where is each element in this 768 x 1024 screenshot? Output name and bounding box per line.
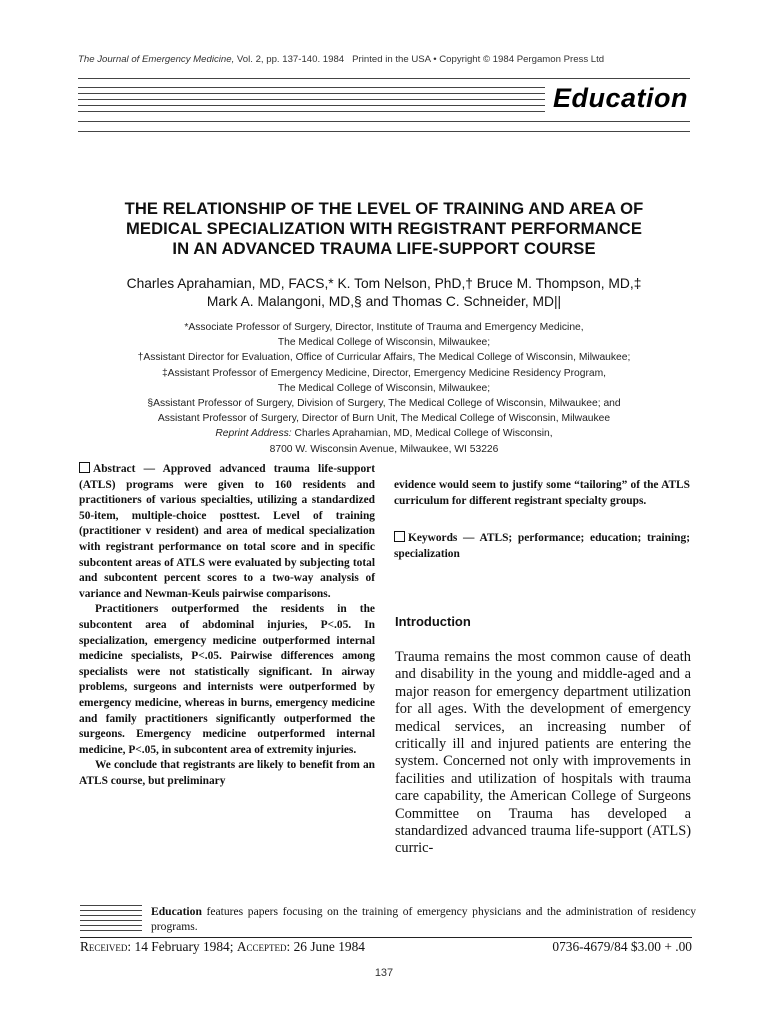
reprint-line: [60, 426, 708, 441]
affiliation-line: ‡Assistant Professor of Emergency Medicine, Director, Emergency Medicine Residency Program,: [161, 367, 607, 379]
accepted-label: Accepted:: [236, 939, 291, 954]
section-banner: [78, 74, 690, 136]
print-copyright: Printed in the USA • Copyright © 1984 Pergamon Press Ltd: [352, 54, 605, 65]
introduction-paragraph: Trauma remains the most common cause of death and disability in the young and middle-aged and a major reason for emergency department utilization for all ages. With the development of emergency medical services, an increasing number of critically ill and injured patients are entering the system. Concerned not only with improvements in facilities and utilization of hospitals with trauma care capability, the American College of Surgeons Committee on Trauma has developed a standardized advanced trauma life-support (ATLS) curric-: [395, 649, 691, 857]
section-heading: Introduction: [395, 614, 471, 629]
reprint-address: Charles Aprahamian, MD, Medical College of Wisconsin,: [294, 428, 553, 440]
article-title: [70, 199, 698, 259]
received-label: Received:: [80, 939, 132, 954]
author-line: Charles Aprahamian, MD, FACS,* K. Tom Nelson, PhD,† Bruce M. Thompson, MD,‡: [126, 276, 642, 291]
banner-rule: [78, 78, 690, 79]
introduction-text: [395, 649, 691, 858]
received-rule: [80, 937, 692, 938]
abstract-paragraph: [79, 462, 375, 602]
footnote-rule: [80, 920, 142, 921]
footnote-rule: [80, 910, 142, 911]
affiliation-line: †Assistant Director for Evaluation, Office of Curricular Affairs, The Medical College of Wisconsin, Milwaukee;: [137, 352, 631, 364]
banner-rule: [78, 131, 690, 132]
footnote-rule: [80, 905, 142, 906]
reprint-address-line: 8700 W. Wisconsin Avenue, Milwaukee, WI 53226: [269, 443, 499, 455]
author-list: [60, 275, 708, 311]
received-date: 14 February 1984;: [134, 939, 234, 954]
footnote-rule: [80, 930, 142, 931]
section-footnote: [80, 900, 696, 936]
footnote-body: features papers focusing on the training of emergency physicians and the administration of residency programs.: [151, 905, 696, 933]
title-line: THE RELATIONSHIP OF THE LEVEL OF TRAINING AND AREA OF: [124, 199, 644, 218]
abstract-continuation: [394, 478, 690, 584]
article-code: 0736-4679/84 $3.00 + .00: [552, 939, 692, 954]
affiliation-line: §Assistant Professor of Surgery, Division of Surgery, The Medical College of Wisconsin, Milwaukee; and: [147, 398, 621, 410]
footnote-rule: [80, 915, 142, 916]
received-line: [80, 939, 692, 955]
affiliation-line: Assistant Professor of Surgery, Director of Burn Unit, The Medical College of Wisconsin, Milwaukee: [157, 413, 611, 425]
title-line: IN AN ADVANCED TRAUMA LIFE-SUPPORT COURSE: [172, 239, 596, 258]
author-line: Mark A. Malangoni, MD,§ and Thomas C. Schneider, MD||: [206, 294, 562, 309]
abstract-paragraph-end: evidence would seem to justify some “tailoring” of the ATLS curriculum for different registrant specialty groups.: [394, 479, 690, 507]
page-number: 137: [374, 967, 394, 979]
section-title: Education: [545, 83, 690, 113]
abstract-paragraph-continued: We conclude that registrants are likely to benefit from an ATLS course, but preliminary: [79, 759, 375, 787]
title-line: MEDICAL SPECIALIZATION WITH REGISTRANT PERFORMANCE: [125, 219, 643, 238]
footnote-text: [151, 904, 696, 934]
affiliation-line: *Associate Professor of Surgery, Director, Institute of Trauma and Emergency Medicine,: [184, 322, 584, 333]
affiliation-line: The Medical College of Wisconsin, Milwaukee;: [277, 382, 491, 394]
abstract-paragraph: Practitioners outperformed the residents in the subcontent area of abdominal injuries, P<.05. In specialization, emergency medicine outperformed internal medicine specialists, P<.05. Pairwise differences among specialists were not statistically significant. In airway problems, surgeons and internists were outperformed by emergency medicine, whereas in burns, emergency medicine and family practitioners significantly outperformed the surgeons. Emergency medicine outperformed internal medicine, P<.05, in subcontent area of extremity injuries.: [79, 603, 375, 756]
abstract-text: Abstract — Approved advanced trauma life-support (ATLS) programs were given to 160 residents and practitioners of various specialties, utilizing a standardized 50-item, multiple-choice posttest. Level of training (practitioner v resident) and area of medical specialization with registrant performance on total score and in specific subcontent areas of ATLS were evaluated by subjecting total and subcontent percent scores to a two-way analysis of variance and Newman-Keuls pairwise comparisons.: [79, 463, 375, 600]
citation: Vol. 2, pp. 137-140. 1984: [236, 54, 345, 65]
journal-citation-line: [78, 54, 698, 65]
reprint-label: Reprint Address:: [215, 428, 292, 440]
affiliations: [60, 320, 708, 457]
keywords-text: Keywords — ATLS; performance; education; training; specialization: [394, 532, 690, 560]
abstract-column: [79, 462, 375, 789]
affiliation-line: The Medical College of Wisconsin, Milwaukee;: [277, 337, 491, 349]
accepted-date: 26 June 1984: [293, 939, 365, 954]
keywords: [394, 531, 690, 562]
checkbox-icon: [79, 462, 90, 473]
banner-rule: [78, 121, 690, 122]
footnote-label: Education: [151, 905, 202, 918]
checkbox-icon: [394, 531, 405, 542]
journal-name: The Journal of Emergency Medicine,: [78, 54, 235, 65]
footnote-rule: [80, 925, 142, 926]
